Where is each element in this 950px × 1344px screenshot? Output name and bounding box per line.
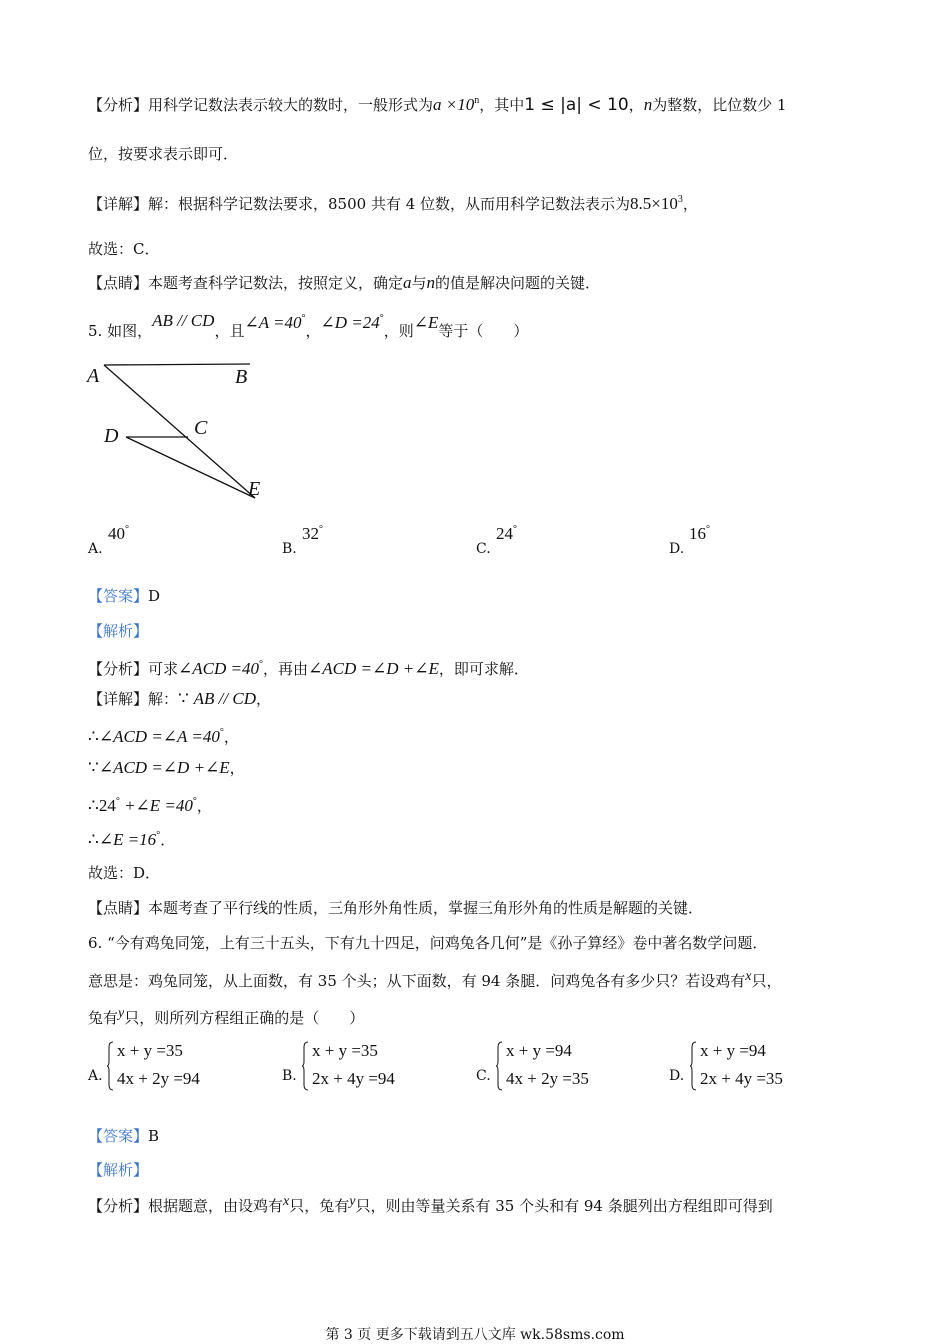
q4-detail-line: 【详解】解：根据科学记数法要求，8500 共有 4 位数，从而用科学记数法表示为$8.5\times 10^3$， [88,194,698,213]
q4-analysis-line2: 位，按要求表示即可． [88,145,239,163]
brace-icon [496,1041,502,1091]
q6-stem-line2: 意思是：鸡兔同笼，从上面数，有 35 个头；从下面数，有 94 条腿．问鸡兔各有多少只？若设鸡有x只， [88,969,782,990]
label-e: E [248,478,261,500]
q6-option-d-letter[interactable]: D. [669,1068,685,1084]
page-footer: 第 3 页 更多下载请到五八文库 wk.58sms.com [325,1327,625,1343]
q4-analysis-line: 【分析】用科学记数法表示较大的数时，一般形式为$a \times 10^n$，其中1 ≤ |a| < 10，n为整数，比位数少 1 [88,95,787,115]
q5-detail: 【详解】解：∵ AB // CD， [88,689,271,708]
q6-option-b-letter[interactable]: B. [282,1068,297,1084]
q5-step-3: ∴24° +∠E =40°， [88,796,212,815]
brace-icon [690,1041,696,1091]
q5-option-a-value: 40° [108,524,129,543]
label-b: B [235,366,248,388]
q5-step-1: ∴∠ACD =∠A =40°， [88,727,239,746]
q5-comment: 【点睛】本题考查了平行线的性质，三角形外角性质，掌握三角形外角的性质是解题的关键． [88,899,704,917]
q5-answer: 【答案】D [88,587,161,605]
q5-step-2: ∵∠ACD =∠D +∠E， [88,758,245,777]
q5-geometry-figure [80,356,280,506]
q6-option-a-system: x + y =35 4x + 2y =94 [107,1041,237,1095]
label-c: C [194,417,208,439]
line-ab [104,364,250,365]
q5-option-c-value: 24° [496,524,517,543]
q5-option-b-letter[interactable]: B. [282,541,297,557]
q6-analysis: 【分析】根据题意，由设鸡有x只，兔有y只，则由等量关系有 35 个头和有 94 条腿列出方程组即可得到 [88,1194,773,1215]
q4-comment-line: 【点睛】本题考查科学记数法，按照定义，确定a与n的值是解决问题的关键． [88,273,601,292]
label-d: D [104,425,119,447]
line-de [126,437,255,498]
q6-option-b-system: x + y =35 2x + 4y =94 [302,1041,432,1095]
q5-analysis: 【分析】可求∠ACD =40°，再由∠ACD =∠D +∠E，即可求解． [88,659,529,678]
q5-step-4: ∴∠E =16°． [88,830,176,849]
q6-option-a-letter[interactable]: A. [88,1068,103,1084]
q5-option-d-letter[interactable]: D. [669,541,685,557]
q5-option-d-value: 16° [689,524,710,543]
q5-choice: 故选：D． [88,864,161,882]
q6-stem-line3: 兔有y只，则所列方程组正确的是（ ） [88,1006,365,1027]
q6-option-c-system: x + y =94 4x + 2y =35 [496,1041,626,1095]
sci-notation-form: $a \times 10^n$ [433,95,480,114]
q5-option-c-letter[interactable]: C. [476,541,491,557]
range-condition: 1 ≤ |a| < 10 [524,95,629,115]
brace-icon [302,1041,308,1091]
q6-stem-line1: 6. “今有鸡兔同笼，上有三十五头，下有九十四足，问鸡兔各几何”是《孙子算经》卷中著名数学问题． [88,934,768,952]
q6-option-d-system: x + y =94 2x + 4y =35 [690,1041,820,1095]
q5-option-b-value: 32° [302,524,323,543]
q6-solution-label: 【解析】 [88,1161,149,1179]
label-a: A [87,365,100,387]
sci-notation-value: $8.5\times 10^3$ [630,194,683,213]
q5-stem: 5. 如图，AB // CD，且∠A =40°，∠D =24°，则∠E等于（ ） [88,311,529,340]
q5-option-a-letter[interactable]: A. [88,541,103,557]
brace-icon [107,1041,113,1091]
line-ae [104,365,255,498]
q4-choice: 故选：C． [88,240,160,258]
q6-answer: 【答案】B [88,1127,160,1145]
q6-option-c-letter[interactable]: C. [476,1068,491,1084]
q5-solution-label: 【解析】 [88,622,149,640]
